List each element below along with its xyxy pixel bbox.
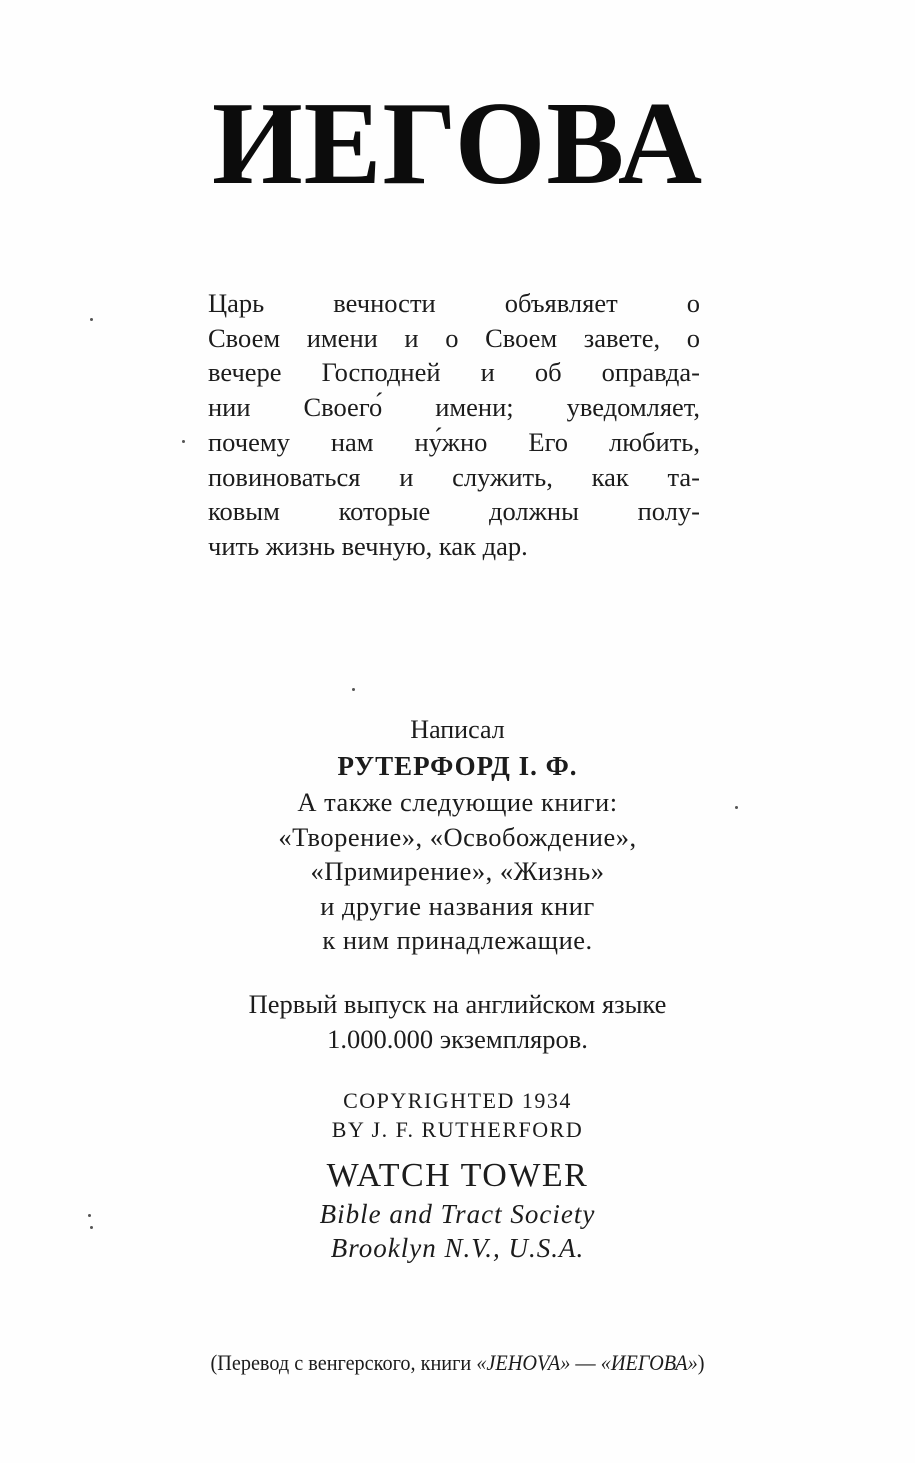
author-block <box>0 713 915 958</box>
scan-speck <box>90 1226 93 1229</box>
copyright-notice <box>0 1086 915 1144</box>
other-books-line: «Примирение», «Жизнь» <box>310 856 605 886</box>
scan-speck <box>90 318 93 321</box>
publisher-name: WATCH TOWER <box>326 1157 589 1194</box>
scan-speck <box>735 806 738 809</box>
other-books-line: и другие названия книг <box>320 890 595 921</box>
copyright-line: COPYRIGHTED 1934 <box>343 1088 572 1113</box>
written-by-label: Написал <box>410 715 505 744</box>
description-line: повиноваться и служить, как та- <box>208 461 700 492</box>
publisher-block <box>0 1155 915 1265</box>
other-books-line: А также следующие книги: <box>297 787 618 817</box>
scan-speck <box>352 688 355 691</box>
description-line: почему нам ну́жно Его любить, <box>208 426 700 457</box>
scan-speck <box>182 440 185 443</box>
book-title: ИЕГОВА <box>211 77 704 209</box>
publisher-location: Brooklyn N.V., U.S.A. <box>330 1233 585 1263</box>
translation-note-prefix: (Перевод с венгерского, книги <box>210 1350 477 1375</box>
description-line: Царь вечности объявляет о <box>208 288 700 318</box>
translation-note <box>37 1348 879 1378</box>
translation-note-suffix: ) <box>697 1350 705 1375</box>
description-line: Своем имени и о Своем завете, о <box>208 322 700 353</box>
description-line: чить жизнь вечную, как дар. <box>208 530 528 561</box>
other-books-line: к ним принадлежащие. <box>322 925 593 955</box>
print-run: 1.000.000 экземпляров. <box>327 1024 588 1054</box>
author-name: РУТЕРФОРД І. Ф. <box>337 751 578 781</box>
book-description <box>208 286 700 564</box>
edition-line: Первый выпуск на английском языке <box>248 989 667 1019</box>
description-line: ковым которые должны полу- <box>208 496 700 527</box>
description-line: нии Своего́ имени; уведомляет, <box>208 392 700 423</box>
original-title: «JEHOVA» <box>476 1350 571 1375</box>
description-line: вечере Господней и об оправда- <box>208 357 700 388</box>
translation-note-dash: — <box>570 1350 601 1375</box>
scan-speck <box>88 1214 91 1217</box>
publisher-society: Bible and Tract Society <box>319 1199 596 1229</box>
translated-title: «ИЕГОВА» <box>600 1350 698 1375</box>
edition-info <box>0 987 915 1057</box>
other-books-line: «Творение», «Освобождение», <box>278 821 637 852</box>
copyright-holder: BY J. F. RUTHERFORD <box>331 1117 584 1142</box>
